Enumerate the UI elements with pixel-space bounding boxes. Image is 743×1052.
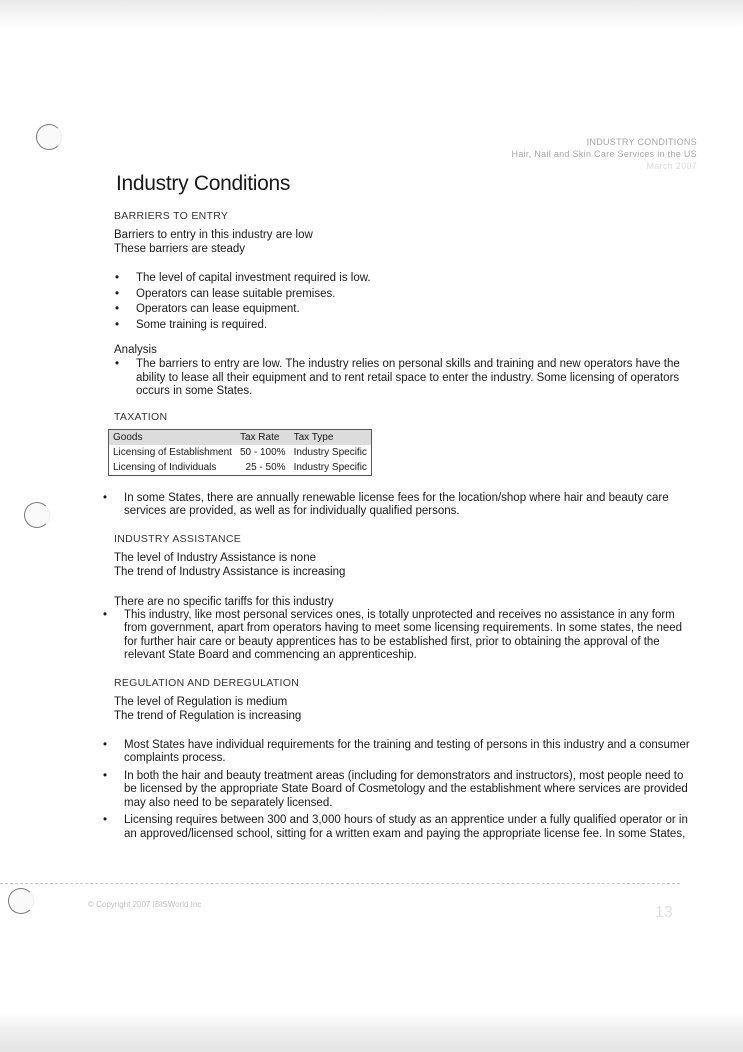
list-item: • Operators can lease suitable premises. bbox=[115, 287, 336, 300]
taxation-table bbox=[108, 429, 372, 476]
bullet-dot: • bbox=[103, 738, 108, 751]
scan-bottom-shading bbox=[0, 1012, 743, 1052]
barriers-trend: These barriers are steady bbox=[114, 243, 246, 255]
list-item: • Most States have individual requirements for the training and testing of persons in this industry and a consumer complaints process. bbox=[103, 738, 690, 764]
assistance-level: The level of Industry Assistance is none bbox=[114, 551, 316, 564]
page-title: Industry Conditions bbox=[116, 172, 291, 195]
bullet-dot: • bbox=[115, 272, 120, 284]
table-row bbox=[109, 445, 372, 460]
bullet-dot: • bbox=[103, 814, 108, 826]
table-cell: Industry Specific bbox=[293, 461, 367, 473]
table-cell: 50 - 100% bbox=[239, 446, 286, 458]
bullet-dot: • bbox=[103, 769, 108, 782]
regulation-level: The level of Regulation is medium bbox=[114, 695, 288, 708]
barriers-heading: BARRIERS TO ENTRY bbox=[114, 210, 229, 222]
table-cell: Licensing of Individuals bbox=[113, 461, 217, 473]
page-number: 13 bbox=[655, 904, 673, 921]
bullet-dot: • bbox=[103, 608, 108, 621]
regulation-trend: The trend of Regulation is increasing bbox=[114, 709, 302, 722]
taxation-heading: TAXATION bbox=[114, 410, 168, 423]
column-header: Tax Type bbox=[290, 429, 372, 445]
table-header-row bbox=[109, 429, 372, 445]
barriers-list bbox=[115, 272, 694, 332]
bullet-dot: • bbox=[115, 287, 120, 300]
list-item: • This industry, like most personal services ones, is totally unprotected and receives no assistance in any form from government, apart from operators having to meet some licensing requirements. In some states, the need for further hair care or beauty apprentices has to be established first, prior to obtaining the approval of the relevant State Board and commencing an apprenticeship. bbox=[103, 608, 683, 661]
analysis-heading: Analysis bbox=[114, 344, 157, 356]
taxation-notes bbox=[103, 491, 694, 519]
list-item: • Operators can lease equipment. bbox=[115, 303, 300, 315]
column-header: Tax Rate bbox=[236, 429, 290, 445]
header-section: INDUSTRY CONDITIONS bbox=[586, 137, 697, 147]
bullet-dot: • bbox=[103, 491, 108, 504]
list-item: • Some training is required. bbox=[115, 318, 268, 331]
table-cell: Licensing of Establishment bbox=[113, 446, 232, 458]
running-header bbox=[512, 136, 697, 172]
assistance-trend: The trend of Industry Assistance is increasing bbox=[114, 565, 346, 578]
regulation-heading: REGULATION AND DEREGULATION bbox=[114, 676, 300, 689]
bullet-dot: • bbox=[115, 318, 120, 331]
punch-hole bbox=[24, 502, 50, 528]
list-item: • In some States, there are annually renewable license fees for the location/shop where hair and beauty care services are provided, as well as for individually qualified persons. bbox=[103, 491, 669, 517]
assistance-heading: INDUSTRY ASSISTANCE bbox=[114, 532, 242, 545]
list-item: • The level of capital investment required is low. bbox=[115, 272, 371, 284]
punch-hole bbox=[36, 124, 62, 150]
table-row bbox=[109, 460, 372, 476]
header-report: Hair, Nail and Skin Care Services in the US bbox=[511, 149, 697, 159]
footer-copyright: © Copyright 2007 IBISWorld Inc bbox=[88, 900, 202, 909]
column-header: Goods bbox=[109, 429, 236, 445]
page-divider bbox=[0, 883, 680, 884]
barriers-level: Barriers to entry in this industry are low bbox=[114, 229, 313, 241]
list-item: • Licensing requires between 300 and 3,000 hours of study as an apprentice under a fully qualified operator or in an approved/licensed school, sitting for a written exam and paying the appropriate license fee. In some States, bbox=[103, 814, 688, 840]
scan-top-shading bbox=[0, 0, 743, 30]
header-date: March 2007 bbox=[646, 161, 697, 171]
table-cell: Industry Specific bbox=[293, 446, 367, 458]
regulation-list bbox=[103, 738, 694, 842]
bullet-dot: • bbox=[115, 303, 120, 315]
analysis-list bbox=[115, 358, 694, 399]
document-body bbox=[104, 172, 694, 845]
bullet-dot: • bbox=[115, 358, 120, 370]
assistance-list bbox=[103, 608, 694, 663]
list-item: • The barriers to entry are low. The industry relies on personal skills and training and new operators have the ability to lease all their equipment and to rent retail space to enter the industry. Some licensing of operators occurs in some States. bbox=[115, 358, 680, 397]
table-cell: 25 - 50% bbox=[245, 461, 286, 473]
list-item: • In both the hair and beauty treatment areas (including for demonstrators and instructors), most people need to be licensed by the appropriate State Board of Cosmetology and the establishment where services are provided may also need to be separately licensed. bbox=[103, 769, 688, 809]
punch-hole bbox=[8, 888, 34, 914]
assistance-tariffs: There are no specific tariffs for this industry bbox=[114, 595, 334, 608]
